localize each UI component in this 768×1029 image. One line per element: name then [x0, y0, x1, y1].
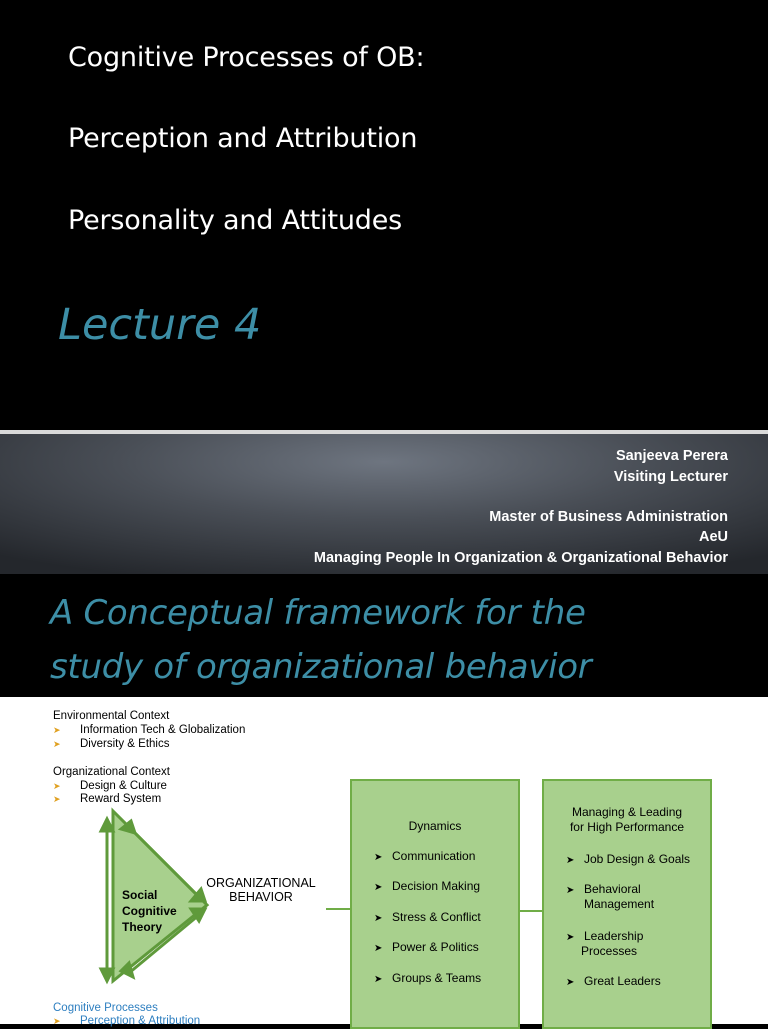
course-name: Managing People In Organization & Organizational Behavior [313, 550, 728, 566]
bullet-arrow-icon: ➤ [566, 977, 575, 988]
bullet-arrow-icon: ➤ [374, 852, 383, 863]
environmental-item: ➤ Information Tech & Globalization [53, 724, 246, 736]
managing-item: ➤ Leadership [566, 929, 644, 943]
program-name: Master of Business Administration [489, 509, 728, 525]
bullet-arrow-icon: ➤ [566, 855, 575, 866]
bullet-arrow-icon: ➤ [374, 943, 383, 954]
bullet-arrow-icon: ➤ [53, 781, 61, 791]
framework-slide-header [0, 575, 768, 697]
social-cognitive-theory-label: Social Cognitive Theory [122, 888, 177, 934]
managing-title-line-1: Managing & Leading [571, 805, 683, 819]
managing-item: ➤ Great Leaders [566, 974, 661, 988]
connector-line [519, 910, 544, 912]
bullet-arrow-icon: ➤ [374, 974, 383, 985]
connector-line [326, 908, 352, 910]
title-slide [0, 0, 768, 431]
environmental-item: ➤ Diversity & Ethics [53, 738, 170, 750]
organizational-item: ➤ Design & Culture [53, 780, 167, 792]
managing-item: ➤ Job Design & Goals [566, 852, 691, 866]
presenter-role: Visiting Lecturer [613, 469, 728, 485]
bullet-arrow-icon: ➤ [53, 739, 61, 749]
slide1-line-3: Personality and Attitudes [68, 205, 402, 236]
bullet-arrow-icon: ➤ [53, 794, 61, 804]
managing-item-continuation: Management [584, 897, 655, 911]
organizational-item: ➤ Reward System [53, 793, 162, 805]
dynamics-box [350, 779, 520, 1029]
managing-title-line-2: for High Performance [569, 820, 685, 834]
dynamics-item: ➤ Stress & Conflict [374, 910, 481, 924]
dynamics-item: ➤ Power & Politics [374, 940, 479, 954]
framework-title-line-1: A Conceptual framework for the [50, 593, 586, 633]
organizational-behavior-label: ORGANIZATIONAL BEHAVIOR [206, 876, 316, 904]
bullet-arrow-icon: ➤ [566, 932, 575, 943]
institution-name: AeU [698, 529, 728, 545]
dynamics-item: ➤ Groups & Teams [374, 971, 482, 985]
bullet-arrow-icon: ➤ [374, 913, 383, 924]
cognitive-processes-heading: Cognitive Processes [53, 1002, 158, 1014]
managing-item-continuation: Processes [581, 944, 638, 958]
bullet-arrow-icon: ➤ [53, 1016, 61, 1026]
managing-item: ➤ Behavioral [566, 882, 641, 896]
presenter-footer [0, 434, 768, 574]
cognitive-item: ➤ Perception & Attribution [53, 1015, 201, 1027]
framework-title-line-2: study of organizational behavior [50, 647, 592, 687]
dynamics-title: Dynamics [408, 819, 462, 833]
slide1-line-1: Cognitive Processes of OB: [68, 42, 425, 73]
lecture-title: Lecture 4 [58, 300, 262, 350]
dynamics-item: ➤ Decision Making [374, 879, 481, 893]
bullet-arrow-icon: ➤ [374, 882, 383, 893]
presenter-name: Sanjeeva Perera [615, 448, 728, 464]
slide1-line-2: Perception and Attribution [68, 123, 418, 154]
bullet-arrow-icon: ➤ [53, 725, 61, 735]
dynamics-item: ➤ Communication [374, 849, 476, 863]
bullet-arrow-icon: ➤ [566, 885, 575, 896]
managing-leading-box [542, 779, 712, 1029]
organizational-context-heading: Organizational Context [53, 766, 170, 778]
environmental-context-heading: Environmental Context [53, 710, 170, 722]
